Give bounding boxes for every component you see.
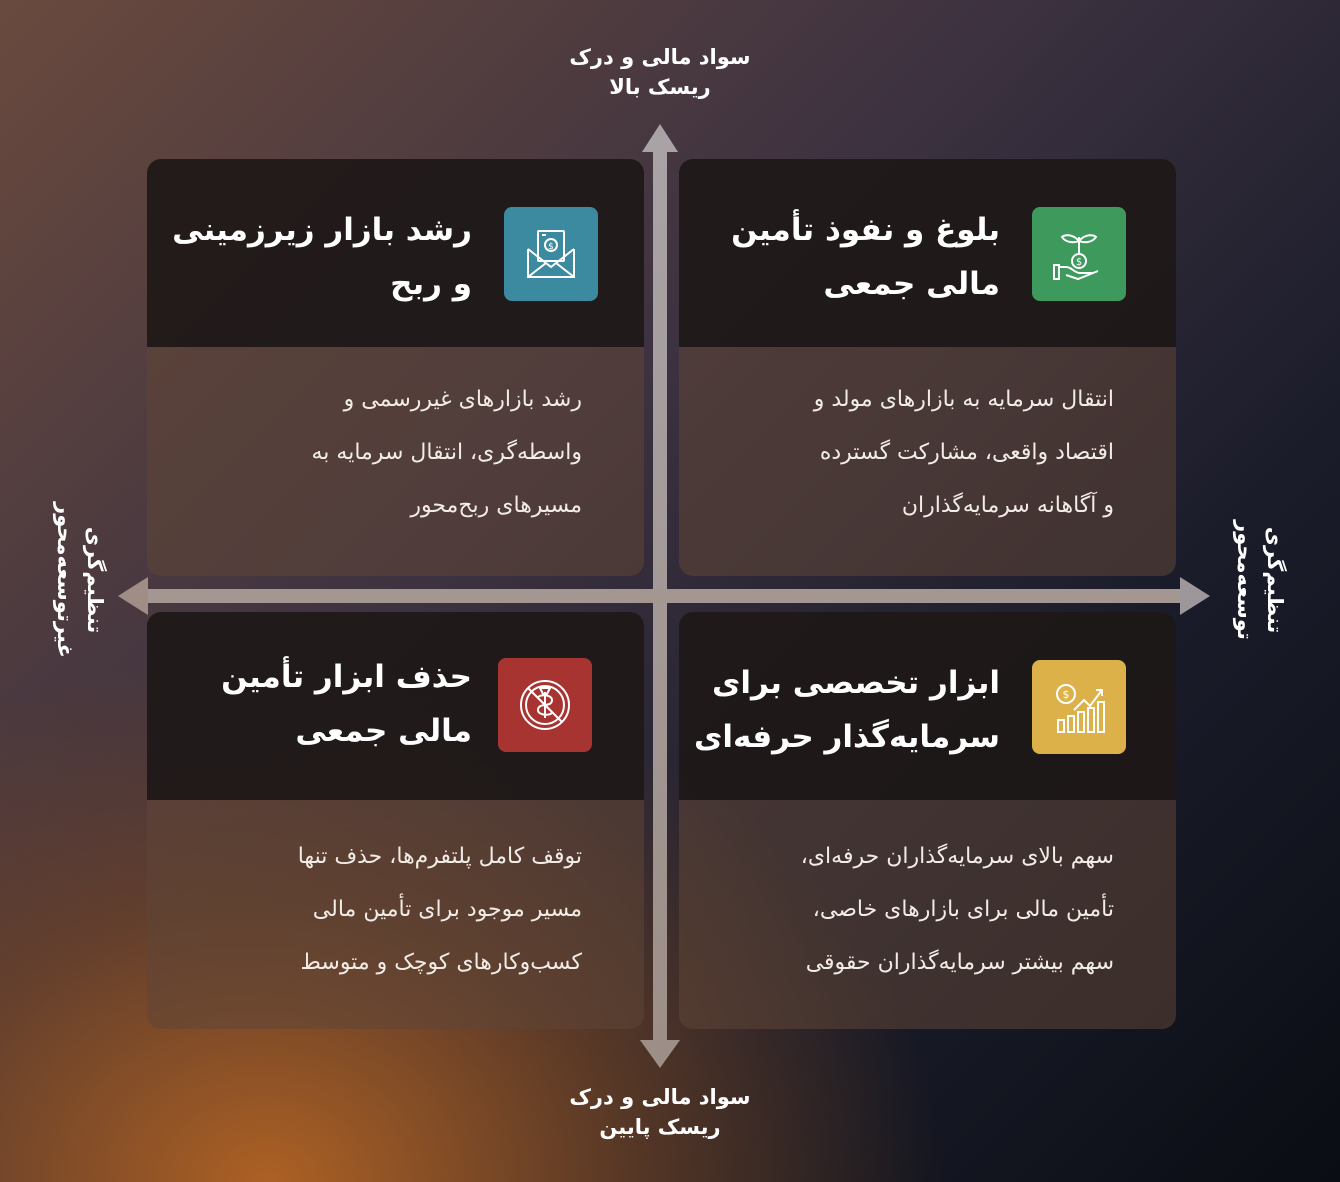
svg-text:$: $	[1075, 257, 1083, 268]
card-title-line2: مالی جمعی	[823, 266, 1000, 302]
svg-text:$: $	[1062, 688, 1070, 701]
quadrant-card-top-left	[147, 159, 644, 576]
axis-right-line2: توسعه‌محور	[1233, 520, 1257, 640]
card-body-line1: رشد بازارهای غیررسمی و	[343, 387, 582, 412]
card-title-line2: مالی جمعی	[295, 713, 472, 749]
card-title	[172, 203, 472, 311]
card-description	[162, 830, 582, 989]
card-title	[680, 656, 1000, 764]
right-arrow-head	[1180, 577, 1210, 615]
card-body-line1: انتقال سرمایه به بازارهای مولد و	[813, 387, 1114, 412]
money-envelope-icon	[504, 207, 598, 301]
horizontal-axis-line	[140, 589, 1185, 603]
card-body-line3: و آگاهانه سرمایه‌گذاران	[901, 493, 1114, 518]
axis-label-left	[50, 440, 110, 720]
plant-money-hand-icon	[1032, 207, 1126, 301]
card-title-line1: رشد بازار زیرزمینی	[172, 212, 472, 248]
card-body-line2: تأمین مالی برای بازارهای خاصی،	[812, 897, 1114, 922]
axis-right-line1: تنظیم‌گری	[1263, 526, 1287, 634]
card-title-line2: و ربح	[390, 266, 472, 302]
card-title	[700, 203, 1000, 311]
axis-label-right	[1230, 440, 1290, 720]
card-description	[162, 373, 582, 532]
card-description	[694, 373, 1114, 532]
svg-text:$: $	[548, 242, 554, 252]
card-body-line2: واسطه‌گری، انتقال سرمایه به	[311, 440, 582, 465]
axis-top-line2: ریسک بالا	[609, 75, 711, 99]
quadrant-card-bottom-right	[679, 612, 1176, 1029]
growth-chart-icon	[1032, 660, 1126, 754]
card-body-line3: مسیرهای ربح‌محور	[410, 493, 582, 518]
axis-label-top	[510, 42, 810, 102]
quadrant-card-bottom-left	[147, 612, 644, 1029]
axis-bottom-line1: سواد مالی و درک	[569, 1085, 751, 1109]
card-title-line2: سرمایه‌گذار حرفه‌ای	[693, 719, 1000, 755]
card-body-line3: کسب‌وکارهای کوچک و متوسط	[300, 950, 582, 975]
card-title-line1: ابزار تخصصی برای	[711, 665, 1000, 701]
axis-label-bottom	[510, 1082, 810, 1142]
card-body-line3: سهم بیشتر سرمایه‌گذاران حقوقی	[805, 950, 1114, 975]
axis-left-line1: تنظیم‌گری	[83, 526, 107, 634]
up-arrow-head	[642, 124, 678, 152]
card-body-line2: مسیر موجود برای تأمین مالی	[312, 897, 582, 922]
down-arrow-head	[640, 1040, 680, 1068]
no-money-icon	[498, 658, 592, 752]
axis-top-line1: سواد مالی و درک	[569, 45, 751, 69]
card-title	[172, 650, 472, 758]
card-description	[694, 830, 1114, 989]
card-title-line1: حذف ابزار تأمین	[221, 659, 472, 695]
card-title-line1: بلوغ و نفوذ تأمین	[731, 212, 1000, 248]
left-arrow-head	[118, 577, 148, 615]
card-body-line1: سهم بالای سرمایه‌گذاران حرفه‌ای،	[800, 844, 1114, 869]
card-body-line2: اقتصاد واقعی، مشارکت گسترده	[819, 440, 1114, 465]
axis-bottom-line2: ریسک پایین	[599, 1115, 721, 1139]
quadrant-card-top-right	[679, 159, 1176, 576]
axis-left-line2: غیرتوسعه‌محور	[53, 502, 77, 658]
card-body-line1: توقف کامل پلتفرم‌ها، حذف تنها	[297, 844, 582, 869]
